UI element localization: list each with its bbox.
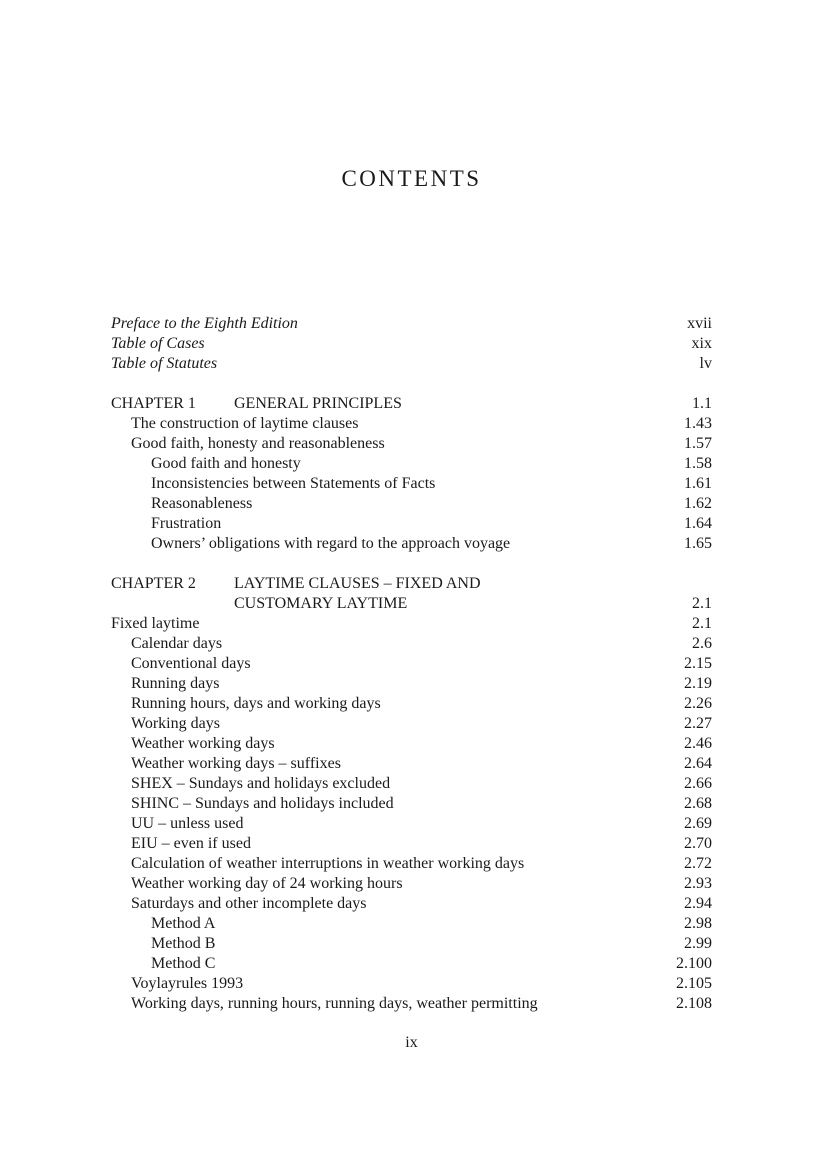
- toc-entry-page: 1.65: [684, 535, 712, 552]
- chapter-title: [234, 574, 481, 614]
- chapter-number: CHAPTER 2: [111, 575, 196, 592]
- toc-entry: [111, 974, 712, 994]
- toc-entry-page: 2.64: [684, 755, 712, 772]
- toc-entry-label: Working days: [131, 715, 220, 732]
- toc-entry-label: Saturdays and other incomplete days: [131, 895, 367, 912]
- toc-entry-label: Voylayrules 1993: [131, 975, 244, 992]
- toc-entry-label: UU – unless used: [131, 815, 244, 832]
- toc-entry-page: 2.72: [684, 855, 712, 872]
- toc-entry: [111, 994, 712, 1014]
- page-number: ix: [405, 1034, 418, 1051]
- toc-entry-page: 1.43: [684, 415, 712, 432]
- toc-entry: [111, 894, 712, 914]
- toc-entry-page: 2.68: [684, 795, 712, 812]
- toc-entry-page: 2.100: [676, 955, 712, 972]
- toc-entry: [111, 634, 712, 654]
- toc-entry-page: 2.105: [676, 975, 712, 992]
- toc-entry-label: Weather working day of 24 working hours: [131, 875, 403, 892]
- toc-entry-page: xvii: [687, 315, 712, 332]
- toc-entry-label: Running hours, days and working days: [131, 695, 381, 712]
- toc-entry-label: Working days, running hours, running days, weather permitting: [131, 995, 538, 1012]
- toc-entry-page: 1.57: [684, 435, 712, 452]
- toc-entry-page: 2.1: [692, 615, 712, 632]
- toc-entry-label: Weather working days: [131, 735, 275, 752]
- toc-entry-page: 2.94: [684, 895, 712, 912]
- toc-entry-label: Calculation of weather interruptions in weather working days: [131, 855, 525, 872]
- toc-entry-label: Running days: [131, 675, 220, 692]
- toc-entry: [111, 454, 712, 474]
- chapter-page: 2.1: [692, 595, 712, 612]
- toc-entry-page: 1.58: [684, 455, 712, 472]
- toc-entry: [111, 614, 712, 634]
- toc-entry: [111, 754, 712, 774]
- spacer: [111, 554, 712, 574]
- chapter-number: CHAPTER 1: [111, 395, 196, 412]
- toc-entry-label: Preface to the Eighth Edition: [111, 315, 298, 332]
- toc-entry-page: lv: [699, 355, 712, 372]
- toc-entry: [111, 674, 712, 694]
- toc-entry-page: 1.64: [684, 515, 712, 532]
- toc-entry: [111, 734, 712, 754]
- toc-entry-page: 2.15: [684, 655, 712, 672]
- toc-entry-label: Frustration: [151, 515, 222, 532]
- toc-entry-label: Conventional days: [131, 655, 251, 672]
- toc-entry-page: xix: [691, 335, 712, 352]
- toc-entry: [111, 854, 712, 874]
- toc-entry-page: 2.27: [684, 715, 712, 732]
- toc-entry-table-of-statutes: [111, 354, 712, 374]
- toc-entry-page: 2.6: [692, 635, 712, 652]
- toc-entry-label: Inconsistencies between Statements of Facts: [151, 475, 436, 492]
- toc-entry-label: EIU – even if used: [131, 835, 251, 852]
- page-title: CONTENTS: [341, 166, 482, 191]
- toc-entry-label: Calendar days: [131, 635, 223, 652]
- toc-entry-label: SHEX – Sundays and holidays excluded: [131, 775, 391, 792]
- toc-entry: [111, 654, 712, 674]
- toc-entry-label: Table of Statutes: [111, 355, 218, 372]
- chapter-title-line: GENERAL PRINCIPLES: [234, 395, 402, 412]
- toc-entry-label: Method C: [151, 955, 216, 972]
- toc-entry: [111, 514, 712, 534]
- toc-entry-page: 2.66: [684, 775, 712, 792]
- chapter-1-heading: [111, 394, 712, 414]
- chapter-page: 1.1: [692, 395, 712, 412]
- chapter-title: [234, 394, 402, 414]
- toc-entry: [111, 414, 712, 434]
- toc-entry: [111, 714, 712, 734]
- toc-entry-page: 2.93: [684, 875, 712, 892]
- toc-entry-page: 2.26: [684, 695, 712, 712]
- toc-entry-label: Table of Cases: [111, 335, 205, 352]
- toc-entry: [111, 814, 712, 834]
- toc-entry-page: 2.69: [684, 815, 712, 832]
- toc-entry-page: 2.108: [676, 995, 712, 1012]
- toc-entry-label: SHINC – Sundays and holidays included: [131, 795, 394, 812]
- toc-entry-label: Owners’ obligations with regard to the approach voyage: [151, 535, 511, 552]
- toc-entry: [111, 694, 712, 714]
- toc-entry: [111, 534, 712, 554]
- toc-entry: [111, 954, 712, 974]
- toc-entry-page: 2.46: [684, 735, 712, 752]
- toc-entry-label: Weather working days – suffixes: [131, 755, 341, 772]
- toc-entry-page: 1.62: [684, 495, 712, 512]
- toc-entry-page: 2.19: [684, 675, 712, 692]
- toc-entry-label: The construction of laytime clauses: [131, 415, 359, 432]
- toc-entry: [111, 934, 712, 954]
- toc-entry: [111, 474, 712, 494]
- chapter-title-line: LAYTIME CLAUSES – FIXED AND: [234, 575, 481, 592]
- toc-entry: [111, 834, 712, 854]
- toc-entry-table-of-cases: [111, 334, 712, 354]
- toc-entry-page: 2.99: [684, 935, 712, 952]
- toc-entry-label: Reasonableness: [151, 495, 253, 512]
- toc-entry: [111, 434, 712, 454]
- toc-entry-label: Fixed laytime: [111, 615, 200, 632]
- toc-entry-label: Good faith and honesty: [151, 455, 301, 472]
- table-of-contents: [111, 314, 712, 1014]
- toc-entry: [111, 914, 712, 934]
- spacer: [111, 374, 712, 394]
- toc-entry-label: Method B: [151, 935, 216, 952]
- toc-entry-page: 2.98: [684, 915, 712, 932]
- toc-entry: [111, 794, 712, 814]
- chapter-2-heading: [111, 574, 712, 614]
- chapter-title-line: CUSTOMARY LAYTIME: [234, 595, 408, 612]
- toc-entry-page: 2.70: [684, 835, 712, 852]
- toc-entry-page: 1.61: [684, 475, 712, 492]
- toc-entry: [111, 874, 712, 894]
- toc-entry-label: Good faith, honesty and reasonableness: [131, 435, 385, 452]
- toc-entry-preface: [111, 314, 712, 334]
- toc-entry: [111, 494, 712, 514]
- toc-entry: [111, 774, 712, 794]
- toc-entry-label: Method A: [151, 915, 216, 932]
